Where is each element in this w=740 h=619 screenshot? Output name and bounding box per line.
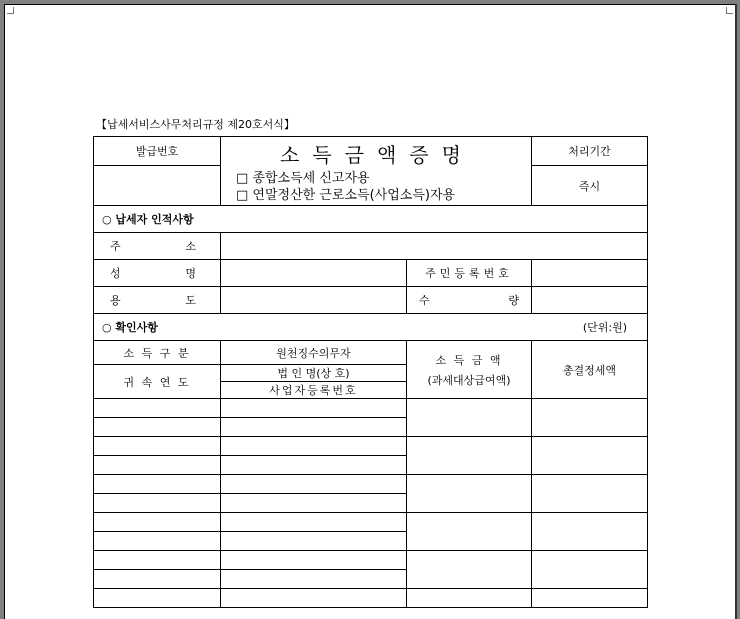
table-row-cell (407, 589, 532, 608)
col-income-amount: 소 득 금 액 (과세대상급여액) (407, 341, 532, 399)
option-general-income[interactable]: □ 종합소득세 신고자용 (236, 171, 370, 186)
table-row-cell (221, 494, 407, 513)
col-year: 귀 속 연 도 (94, 365, 221, 399)
table-row-cell (407, 475, 532, 513)
issue-no-value (94, 166, 221, 206)
rrn-value (532, 260, 648, 287)
col-biz-no: 사업자등록번호 (221, 382, 407, 399)
table-row-cell (407, 513, 532, 551)
table-row-cell (94, 475, 221, 494)
table-row-cell (94, 589, 221, 608)
table-row-cell (407, 551, 532, 589)
table-row-cell (532, 437, 648, 475)
table-row-cell (221, 589, 407, 608)
table-row-cell (221, 418, 407, 437)
table-row-cell (94, 399, 221, 418)
table-row-cell (94, 513, 221, 532)
table-row-cell (94, 551, 221, 570)
option-year-end-settlement[interactable]: □ 연말정산한 근로소득(사업소득)자용 (236, 188, 456, 203)
table-row-cell (221, 399, 407, 418)
table-row-cell (532, 513, 648, 551)
quantity-value (532, 287, 648, 314)
title-cell (221, 137, 532, 206)
col-withholder: 원천징수의무자 (221, 341, 407, 365)
page-corner-mark (726, 7, 733, 14)
form-title: 소득금액증명 (280, 143, 474, 167)
table-row-cell (221, 513, 407, 532)
table-row-cell (532, 475, 648, 513)
table-row-cell (94, 532, 221, 551)
name-label: 성 명 (94, 260, 221, 287)
purpose-label: 용 도 (94, 287, 221, 314)
table-row-cell (532, 589, 648, 608)
income-certificate-form (93, 136, 648, 608)
table-row-cell (221, 475, 407, 494)
table-row-cell (532, 551, 648, 589)
unit-label: (단위:원) (582, 321, 627, 334)
processing-period-label: 처리기간 (532, 137, 648, 166)
table-row-cell (407, 399, 532, 437)
form-code: 【납세서비스사무처리규정 제20호서식】 (96, 118, 295, 131)
purpose-value (221, 287, 407, 314)
table-row-cell (532, 399, 648, 437)
table-row-cell (221, 570, 407, 589)
table-row-cell (221, 532, 407, 551)
issue-no-label: 발급번호 (94, 137, 221, 166)
col-income-type: 소 득 구 분 (94, 341, 221, 365)
rrn-label: 주민등록번호 (407, 260, 532, 287)
confirm-section-title: ○ 확인사항 (단위:원) (94, 314, 648, 341)
address-label: 주 소 (94, 233, 221, 260)
taxpayer-section-title: ○ 납세자 인적사항 (94, 206, 648, 233)
table-row-cell (221, 437, 407, 456)
table-row-cell (94, 570, 221, 589)
col-corp-name: 법 인 명(상 호) (221, 365, 407, 382)
table-row-cell (94, 437, 221, 456)
table-row-cell (221, 456, 407, 475)
table-row-cell (407, 437, 532, 475)
table-row-cell (94, 418, 221, 437)
table-row-cell (94, 494, 221, 513)
processing-period-value: 즉시 (532, 166, 648, 206)
name-value (221, 260, 407, 287)
address-value (221, 233, 648, 260)
table-row-cell (94, 456, 221, 475)
table-row-cell (221, 551, 407, 570)
col-total-tax: 총결정세액 (532, 341, 648, 399)
page-corner-mark (7, 7, 14, 14)
quantity-label: 수 량 (407, 287, 532, 314)
